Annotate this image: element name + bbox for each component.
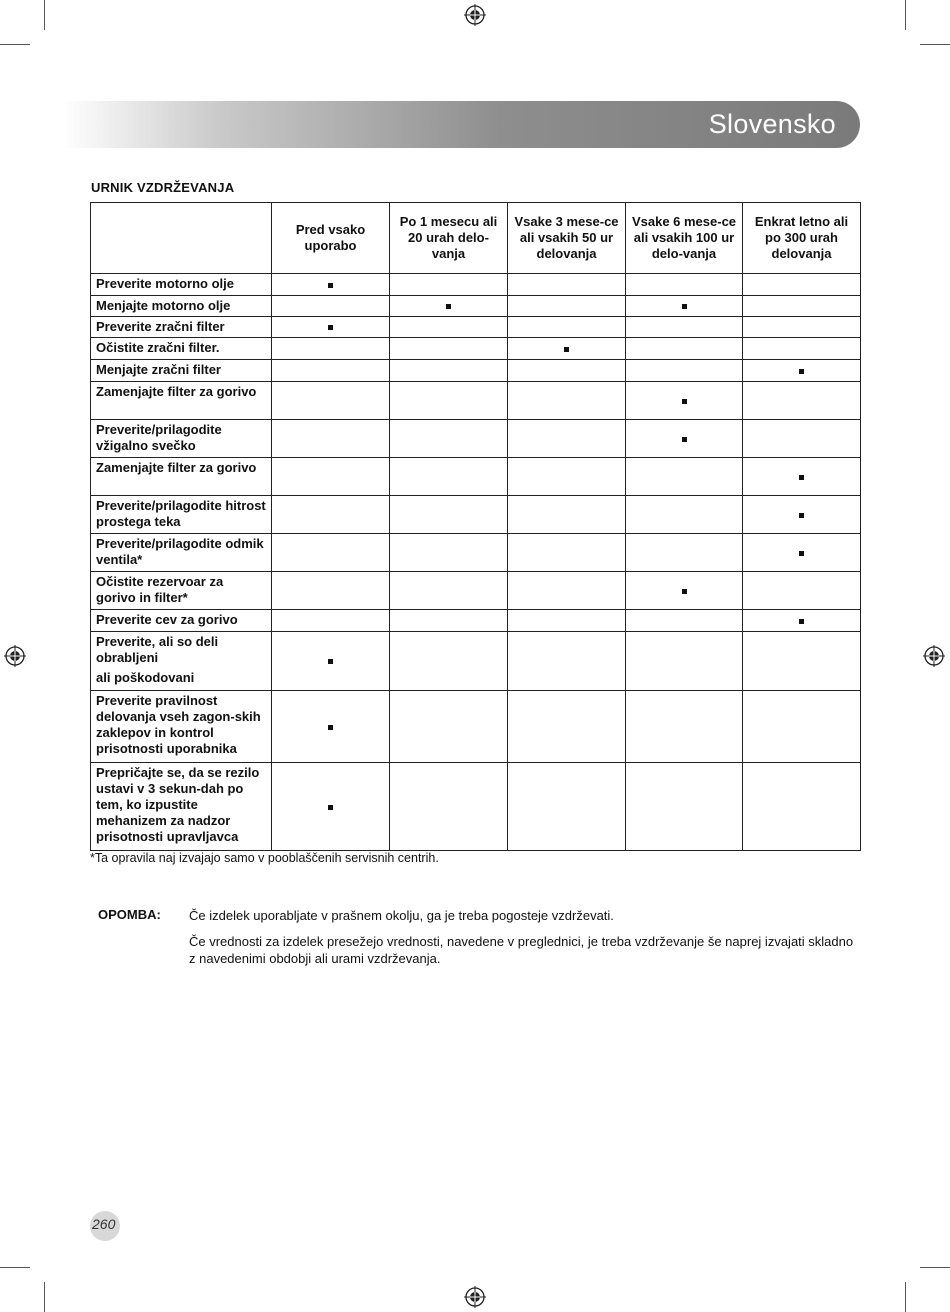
schedule-cell bbox=[508, 296, 626, 317]
schedule-cell bbox=[626, 572, 743, 610]
schedule-cell bbox=[626, 382, 743, 420]
table-row bbox=[91, 420, 861, 458]
schedule-cell bbox=[272, 274, 390, 296]
schedule-cell bbox=[508, 496, 626, 534]
task-cell bbox=[91, 382, 272, 420]
schedule-cell bbox=[743, 496, 861, 534]
square-bullet-icon bbox=[682, 437, 687, 442]
square-bullet-icon bbox=[328, 325, 333, 330]
schedule-cell bbox=[626, 338, 743, 360]
crop-mark bbox=[920, 44, 950, 45]
table-row bbox=[91, 691, 861, 763]
table-row bbox=[91, 496, 861, 534]
column-header: Vsake 6 mese-ce ali vsakih 100 ur delo-vanja bbox=[626, 203, 743, 274]
task-label-line2: ali poškodovani bbox=[96, 670, 195, 685]
schedule-cell bbox=[508, 572, 626, 610]
schedule-cell bbox=[626, 317, 743, 338]
schedule-cell bbox=[743, 610, 861, 632]
table-row bbox=[91, 360, 861, 382]
table-row bbox=[91, 572, 861, 610]
schedule-cell bbox=[508, 458, 626, 496]
schedule-cell bbox=[390, 691, 508, 763]
schedule-cell bbox=[508, 420, 626, 458]
schedule-cell bbox=[272, 610, 390, 632]
schedule-cell bbox=[626, 632, 743, 691]
registration-mark-icon bbox=[464, 4, 486, 26]
column-header: Enkrat letno ali po 300 urah delovanja bbox=[743, 203, 861, 274]
task-cell bbox=[91, 420, 272, 458]
schedule-cell bbox=[390, 274, 508, 296]
schedule-cell bbox=[390, 458, 508, 496]
square-bullet-icon bbox=[799, 513, 804, 518]
task-label: Preverite/prilagodite vžigalno svečko bbox=[96, 422, 222, 453]
registration-mark-icon bbox=[464, 1286, 486, 1308]
schedule-cell bbox=[743, 338, 861, 360]
schedule-cell bbox=[390, 763, 508, 851]
table-row bbox=[91, 338, 861, 360]
task-label: Preverite cev za gorivo bbox=[96, 612, 238, 627]
square-bullet-icon bbox=[682, 589, 687, 594]
task-label: Zamenjajte filter za gorivo bbox=[96, 384, 257, 399]
page-number: 260 bbox=[92, 1216, 116, 1232]
task-label: Preverite pravilnost delovanja vseh zagon-skih zaklepov in kontrol prisotnosti uporabnika bbox=[96, 693, 261, 756]
schedule-cell bbox=[508, 763, 626, 851]
table-row bbox=[91, 274, 861, 296]
schedule-cell bbox=[508, 317, 626, 338]
table-body bbox=[91, 274, 861, 851]
task-label: Preverite/prilagodite odmik ventila* bbox=[96, 536, 264, 567]
square-bullet-icon bbox=[328, 659, 333, 664]
schedule-cell bbox=[626, 534, 743, 572]
schedule-cell bbox=[626, 691, 743, 763]
square-bullet-icon bbox=[799, 619, 804, 624]
task-cell bbox=[91, 610, 272, 632]
schedule-cell bbox=[390, 610, 508, 632]
schedule-cell bbox=[743, 317, 861, 338]
table-header-row bbox=[91, 203, 861, 274]
schedule-cell bbox=[390, 296, 508, 317]
task-cell bbox=[91, 496, 272, 534]
schedule-cell bbox=[743, 274, 861, 296]
square-bullet-icon bbox=[564, 347, 569, 352]
schedule-cell bbox=[272, 632, 390, 691]
schedule-cell bbox=[743, 572, 861, 610]
table-row bbox=[91, 632, 861, 691]
schedule-cell bbox=[508, 534, 626, 572]
square-bullet-icon bbox=[328, 725, 333, 730]
schedule-cell bbox=[626, 496, 743, 534]
table-row bbox=[91, 763, 861, 851]
task-cell bbox=[91, 572, 272, 610]
task-cell bbox=[91, 458, 272, 496]
crop-mark bbox=[905, 0, 906, 30]
task-label: Preverite motorno olje bbox=[96, 276, 234, 291]
schedule-cell bbox=[272, 691, 390, 763]
crop-mark bbox=[0, 1267, 30, 1268]
note-paragraph: Če vrednosti za izdelek presežejo vrednosti, navedene v preglednici, je treba vzdrževanje še naprej izvajati skladno z navedenimi obdobji ali urami vzdrževanja. bbox=[189, 934, 854, 966]
schedule-cell bbox=[272, 534, 390, 572]
column-header: Vsake 3 mese-ce ali vsakih 50 ur delovanja bbox=[508, 203, 626, 274]
task-label: Preverite/prilagodite hitrost prostega teka bbox=[96, 498, 266, 529]
schedule-cell bbox=[743, 296, 861, 317]
task-cell bbox=[91, 691, 272, 763]
registration-mark-icon bbox=[4, 645, 26, 667]
schedule-cell bbox=[272, 360, 390, 382]
schedule-cell bbox=[272, 317, 390, 338]
schedule-cell bbox=[508, 338, 626, 360]
table-row bbox=[91, 296, 861, 317]
task-label: Zamenjajte filter za gorivo bbox=[96, 460, 257, 475]
schedule-cell bbox=[626, 610, 743, 632]
task-cell bbox=[91, 274, 272, 296]
square-bullet-icon bbox=[682, 304, 687, 309]
note-paragraph: Če izdelek uporabljate v prašnem okolju, ga je treba pogosteje vzdrževati. bbox=[189, 908, 614, 923]
schedule-cell bbox=[390, 572, 508, 610]
maintenance-schedule-table bbox=[90, 202, 861, 851]
schedule-cell bbox=[626, 458, 743, 496]
schedule-cell bbox=[390, 496, 508, 534]
task-cell bbox=[91, 338, 272, 360]
schedule-cell bbox=[272, 382, 390, 420]
task-cell bbox=[91, 632, 272, 691]
schedule-cell bbox=[390, 420, 508, 458]
note-label: OPOMBA: bbox=[98, 907, 161, 922]
schedule-cell bbox=[626, 420, 743, 458]
schedule-cell bbox=[508, 610, 626, 632]
schedule-cell bbox=[743, 382, 861, 420]
table-row bbox=[91, 317, 861, 338]
schedule-cell bbox=[272, 420, 390, 458]
schedule-cell bbox=[390, 534, 508, 572]
schedule-cell bbox=[743, 632, 861, 691]
schedule-cell bbox=[626, 763, 743, 851]
task-label: Preverite zračni filter bbox=[96, 319, 225, 334]
language-title: Slovensko bbox=[708, 109, 836, 139]
task-label: Prepričajte se, da se rezilo ustavi v 3 sekun-dah po tem, ko izpustite mehanizem za nadzor prisotnosti upravljavca bbox=[96, 765, 260, 844]
table-row bbox=[91, 610, 861, 632]
schedule-cell bbox=[743, 360, 861, 382]
schedule-cell bbox=[626, 360, 743, 382]
schedule-cell bbox=[508, 360, 626, 382]
table-row bbox=[91, 382, 861, 420]
schedule-cell bbox=[272, 338, 390, 360]
schedule-cell bbox=[626, 274, 743, 296]
task-cell bbox=[91, 360, 272, 382]
task-label: Preverite, ali so deli obrabljeni bbox=[96, 634, 219, 665]
crop-mark bbox=[920, 1267, 950, 1268]
task-column-header bbox=[91, 203, 272, 274]
schedule-cell bbox=[390, 632, 508, 691]
task-label: Menjajte zračni filter bbox=[96, 362, 221, 377]
schedule-cell bbox=[272, 496, 390, 534]
square-bullet-icon bbox=[682, 399, 687, 404]
schedule-cell bbox=[272, 296, 390, 317]
schedule-cell bbox=[743, 420, 861, 458]
schedule-cell bbox=[743, 763, 861, 851]
square-bullet-icon bbox=[446, 304, 451, 309]
square-bullet-icon bbox=[328, 283, 333, 288]
schedule-cell bbox=[272, 572, 390, 610]
schedule-cell bbox=[508, 691, 626, 763]
crop-mark bbox=[44, 1282, 45, 1312]
schedule-cell bbox=[390, 317, 508, 338]
square-bullet-icon bbox=[328, 805, 333, 810]
task-label: Menjajte motorno olje bbox=[96, 298, 231, 313]
schedule-cell bbox=[508, 382, 626, 420]
schedule-cell bbox=[390, 360, 508, 382]
schedule-cell bbox=[743, 534, 861, 572]
language-banner bbox=[62, 101, 860, 148]
schedule-cell bbox=[272, 763, 390, 851]
column-header: Pred vsako uporabo bbox=[272, 203, 390, 274]
section-title: URNIK VZDRŽEVANJA bbox=[91, 180, 235, 195]
schedule-cell bbox=[743, 691, 861, 763]
task-cell bbox=[91, 317, 272, 338]
schedule-cell bbox=[508, 274, 626, 296]
crop-mark bbox=[0, 44, 30, 45]
registration-mark-icon bbox=[923, 645, 945, 667]
crop-mark bbox=[905, 1282, 906, 1312]
table-row bbox=[91, 534, 861, 572]
column-header: Po 1 mesecu ali 20 urah delo-vanja bbox=[390, 203, 508, 274]
task-label: Očistite zračni filter. bbox=[96, 340, 220, 355]
schedule-cell bbox=[390, 338, 508, 360]
schedule-cell bbox=[390, 382, 508, 420]
task-label: Očistite rezervoar za gorivo in filter* bbox=[96, 574, 224, 605]
table-row bbox=[91, 458, 861, 496]
table-footnote: *Ta opravila naj izvajajo samo v pooblaščenih servisnih centrih. bbox=[90, 851, 439, 865]
schedule-cell bbox=[508, 632, 626, 691]
square-bullet-icon bbox=[799, 475, 804, 480]
schedule-cell bbox=[626, 296, 743, 317]
crop-mark bbox=[44, 0, 45, 30]
schedule-cell bbox=[743, 458, 861, 496]
schedule-cell bbox=[272, 458, 390, 496]
task-cell bbox=[91, 296, 272, 317]
square-bullet-icon bbox=[799, 551, 804, 556]
task-cell bbox=[91, 534, 272, 572]
square-bullet-icon bbox=[799, 369, 804, 374]
task-cell bbox=[91, 763, 272, 851]
